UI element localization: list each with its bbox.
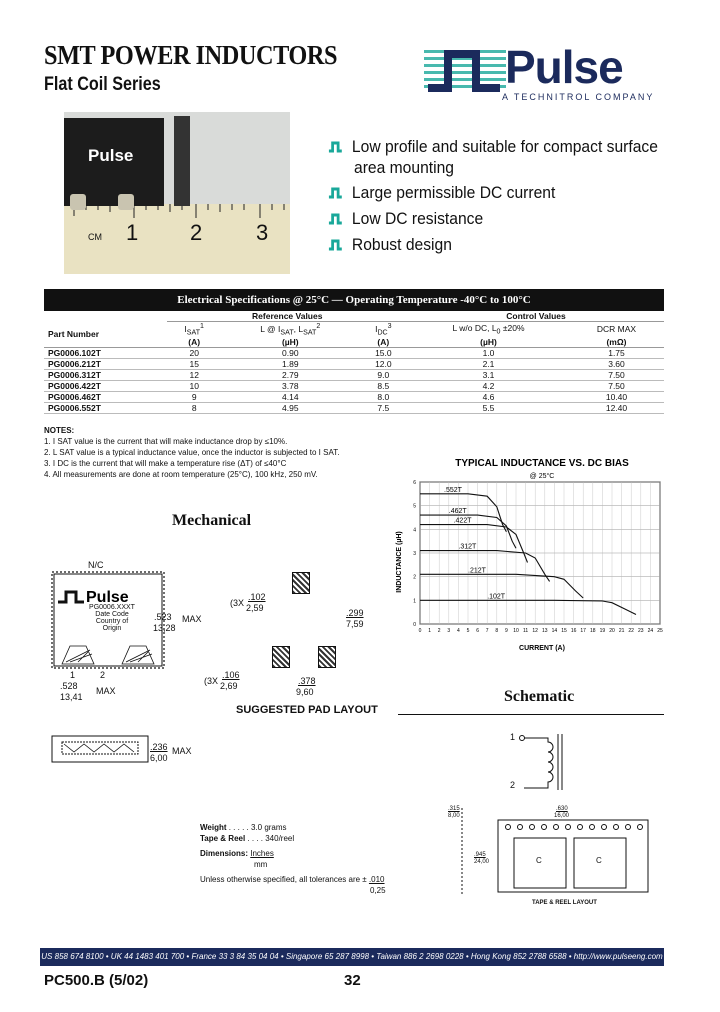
feature-item: Low profile and suitable for compact surface: [328, 137, 658, 157]
pad-span-mm: 7,59: [346, 619, 364, 629]
schematic-heading: Schematic: [504, 688, 575, 705]
table-row: PG0006.102T 20 0.90 15.0 1.0 1.75: [44, 347, 664, 358]
col-l: L @ $I_{SAT}$, $L_{SAT}^2$: [260, 322, 321, 337]
pulse-bullet-icon: [328, 141, 343, 153]
pad-span-in: .299: [346, 608, 364, 618]
chart-x-tick-label: 15: [561, 628, 567, 634]
chart-ylabel: INDUCTANCE (µH): [396, 531, 403, 593]
chart-x-tick-label: 6: [476, 628, 479, 634]
col-dcr: DCR MAX: [596, 324, 637, 335]
schematic-pin-2: 2: [510, 780, 516, 790]
mechanical-heading: Mechanical: [172, 512, 252, 529]
table-row: PG0006.462T 9 4.14 8.0 4.6 10.40: [44, 391, 664, 402]
chart-series-label: .422T: [453, 517, 472, 525]
tape-hole-label: C: [596, 856, 602, 865]
chart-x-tick-label: 19: [599, 628, 606, 634]
chart-x-tick-label: 2: [437, 628, 441, 634]
pad-pitch-mm: 9,60: [296, 687, 314, 697]
nc-label: N/C: [88, 560, 104, 570]
ruler-tick-1: 1: [126, 220, 139, 245]
col-idc: $I_{DC}^3$: [375, 322, 392, 337]
chart-y-tick-label: 2: [413, 574, 416, 581]
chart-x-tick-label: 24: [647, 628, 654, 634]
chart-x-tick-label: 23: [638, 628, 644, 634]
chart-x-tick-label: 0: [418, 628, 422, 634]
chart-x-tick-label: 4: [457, 628, 460, 634]
group-control: Control Values: [408, 311, 664, 322]
schematic-pin-1: 1: [510, 732, 516, 742]
brand-tagline: A TECHNITROL COMPANY: [502, 92, 655, 102]
inductor-symbol-icon: [518, 730, 578, 794]
chart-x-tick-label: 9: [505, 628, 508, 634]
chart-x-tick-label: 12: [532, 628, 538, 634]
chart-x-tick-label: 21: [618, 628, 625, 634]
schematic-divider: [398, 714, 664, 715]
pad: [318, 646, 336, 668]
chart-y-tick-label: 1: [413, 598, 416, 605]
chart-x-tick-label: 16: [570, 628, 577, 634]
misc-specs: Weight . . . . . 3.0 grams Tape & Reel . . . . 340/reel Dimensions: Inches mm Unless otherwise specified, all tolerances are ± .010 0,25: [200, 823, 386, 895]
chart-series-label: .462T: [448, 508, 467, 516]
note-item: 1. I SAT value is the current that will make inductance drop by ≤10%.: [44, 437, 288, 446]
note-item: 4. All measurements are done at room temperature (25°C), 100 kHz, 250 mV.: [44, 470, 318, 479]
chart-y-tick-label: 3: [413, 551, 416, 557]
thickness-in: .236: [150, 742, 168, 752]
pulse-bullet-icon: [328, 187, 343, 199]
table-unit-row: (A) (µH) (A) (µH) (mΩ): [44, 337, 664, 348]
part-marking: PG0006.XXXT Date Code Country of Origin: [89, 604, 135, 632]
inductor-label: Pulse: [88, 146, 134, 165]
contact-bar: US 858 674 8100 • UK 44 1483 401 700 • France 33 3 84 35 04 04 • Singapore 65 287 8998 • Taiwan 886 2 2698 0228 • Hong Kong 852 2788 6588 • http://www.pulseeng.com: [40, 948, 664, 966]
inductor-terminal: [70, 194, 86, 210]
doc-code: PC500.B (5/02): [44, 972, 149, 989]
tape-width-mm: 24,00: [474, 859, 490, 865]
col-lw: L w/o DC, $L_0 \pm 20\%$: [452, 322, 525, 336]
note-item: 2. L SAT value is a typical inductance value, once the inductor is subjected to I SAT.: [44, 448, 340, 457]
pulse-logo-icon: [424, 44, 506, 100]
table-header-row: [44, 322, 664, 337]
notes: [44, 425, 339, 480]
chart-title: TYPICAL INDUCTANCE VS. DC BIAS: [455, 458, 629, 469]
ruler-tick-2: 2: [190, 220, 203, 245]
ruler-unit: CM: [88, 232, 102, 242]
pad: [292, 572, 310, 594]
chart-grid: [413, 480, 663, 634]
chart-x-tick-label: 11: [522, 628, 529, 634]
pad: [272, 646, 290, 668]
pin-1: 1: [70, 670, 76, 680]
col-isat: $I_{SAT}^1$: [184, 322, 204, 337]
chart-x-tick-label: 17: [580, 628, 586, 634]
pad-count: (3X: [230, 598, 245, 608]
inductance-chart: [392, 452, 668, 658]
chart-y-tick-label: 0: [413, 622, 416, 628]
table-row: PG0006.312T 12 2.79 9.0 3.1 7.50: [44, 369, 664, 380]
table-group-row: [44, 311, 664, 322]
pulse-bullet-icon: [328, 239, 343, 251]
group-reference: Reference Values: [167, 311, 408, 322]
page-number: 32: [344, 972, 361, 989]
pulse-bullet-icon: [328, 213, 343, 225]
tape-hole-label: C: [536, 856, 542, 865]
col-part: Part Number: [44, 322, 167, 348]
chart-x-tick-label: 20: [609, 628, 615, 634]
chart-series-label: .212T: [468, 567, 486, 575]
dim-height-mm: 13,28: [153, 623, 176, 633]
ruler-tick-3: 3: [256, 220, 269, 245]
brand-name: Pulse: [505, 41, 623, 93]
chart-x-tick-label: 22: [628, 628, 634, 634]
pad-layout-label: SUGGESTED PAD LAYOUT: [236, 704, 378, 716]
chart-x-tick-label: 1: [428, 628, 431, 634]
chart-series-line: [420, 600, 636, 614]
chart-series-label: .312T: [458, 543, 477, 551]
chart-x-tick-label: 13: [542, 628, 548, 634]
tape-reel-diagram: [434, 800, 654, 904]
pad-pitch-in: .378: [298, 676, 316, 686]
chart-x-tick-label: 5: [466, 628, 470, 634]
thickness-mm: 6,00: [150, 753, 168, 763]
chart-x-tick-label: 25: [657, 628, 663, 634]
dim-max: MAX: [96, 686, 116, 696]
dim-width-mm: 13,41: [60, 692, 83, 702]
tape-width-in: .945: [474, 852, 486, 858]
chart-series: [420, 487, 636, 615]
chart-x-tick-label: 8: [495, 628, 499, 634]
mechanical-side-view: [48, 728, 152, 768]
chart-series-label: .102T: [487, 593, 506, 601]
chart-x-tick-label: 10: [513, 628, 519, 634]
table-title-row: [44, 289, 664, 311]
pad-w-mm: 2,59: [246, 603, 264, 613]
table-row: PG0006.212T 15 1.89 12.0 2.1 3.60: [44, 358, 664, 369]
dim-height-in: .523: [154, 612, 172, 622]
tape-reel-caption: TAPE & REEL LAYOUT: [532, 900, 597, 906]
chart-x-tick-label: 3: [447, 628, 451, 634]
feature-item: Robust design: [328, 235, 452, 255]
chart-xlabel: CURRENT (A): [519, 645, 565, 652]
pad-w-in: .102: [248, 592, 266, 602]
chart-x-tick-label: 14: [551, 628, 558, 634]
table-row: PG0006.552T 8 4.95 7.5 5.5 12.40: [44, 402, 664, 413]
pad-h-mm: 2,69: [220, 681, 238, 691]
tape-pitch-in: .630: [556, 806, 568, 812]
chart-x-tick-label: 18: [590, 628, 596, 634]
chart-x-tick-label: 7: [485, 628, 489, 634]
pad-count: (3X: [204, 676, 219, 686]
table-title: Electrical Specifications @ 25°C — Operating Temperature -40°C to 100°C: [44, 289, 664, 311]
feature-item: Large permissible DC current: [328, 183, 555, 203]
feature-item-continued: area mounting: [354, 158, 454, 177]
inductor-terminal: [118, 194, 134, 210]
page-title: SMT POWER INDUCTORS: [44, 40, 338, 70]
dim-width-in: .528: [60, 681, 78, 691]
note-item: 3. I DC is the current that will make a temperature rise (ΔT) of ≤40°C: [44, 459, 287, 468]
electrical-spec-table: [44, 289, 664, 414]
chart-y-tick-label: 5: [413, 503, 416, 510]
chart-series-label: .552T: [444, 486, 462, 494]
page-subtitle: Flat Coil Series: [44, 74, 161, 95]
chart-y-tick-label: 4: [413, 527, 416, 534]
notes-heading: NOTES:: [44, 426, 75, 435]
dim-max: MAX: [182, 614, 202, 624]
chart-subtitle: @ 25°C: [529, 473, 555, 480]
inductor-side: [174, 116, 190, 206]
product-photo: [64, 112, 290, 274]
tape-pocket-in: .315: [448, 806, 460, 812]
dim-max: MAX: [172, 746, 192, 756]
tape-pitch-mm: 16,00: [554, 813, 570, 819]
pin-2: 2: [100, 670, 106, 680]
feature-item: Low DC resistance: [328, 209, 483, 229]
pad-h-in: .106: [222, 670, 240, 680]
svg-text:Pulse: Pulse: [86, 589, 129, 606]
tape-pocket-mm: 8,00: [448, 813, 460, 819]
table-row: PG0006.422T 10 3.78 8.5 4.2 7.50: [44, 380, 664, 391]
chart-y-tick-label: 6: [413, 480, 416, 486]
